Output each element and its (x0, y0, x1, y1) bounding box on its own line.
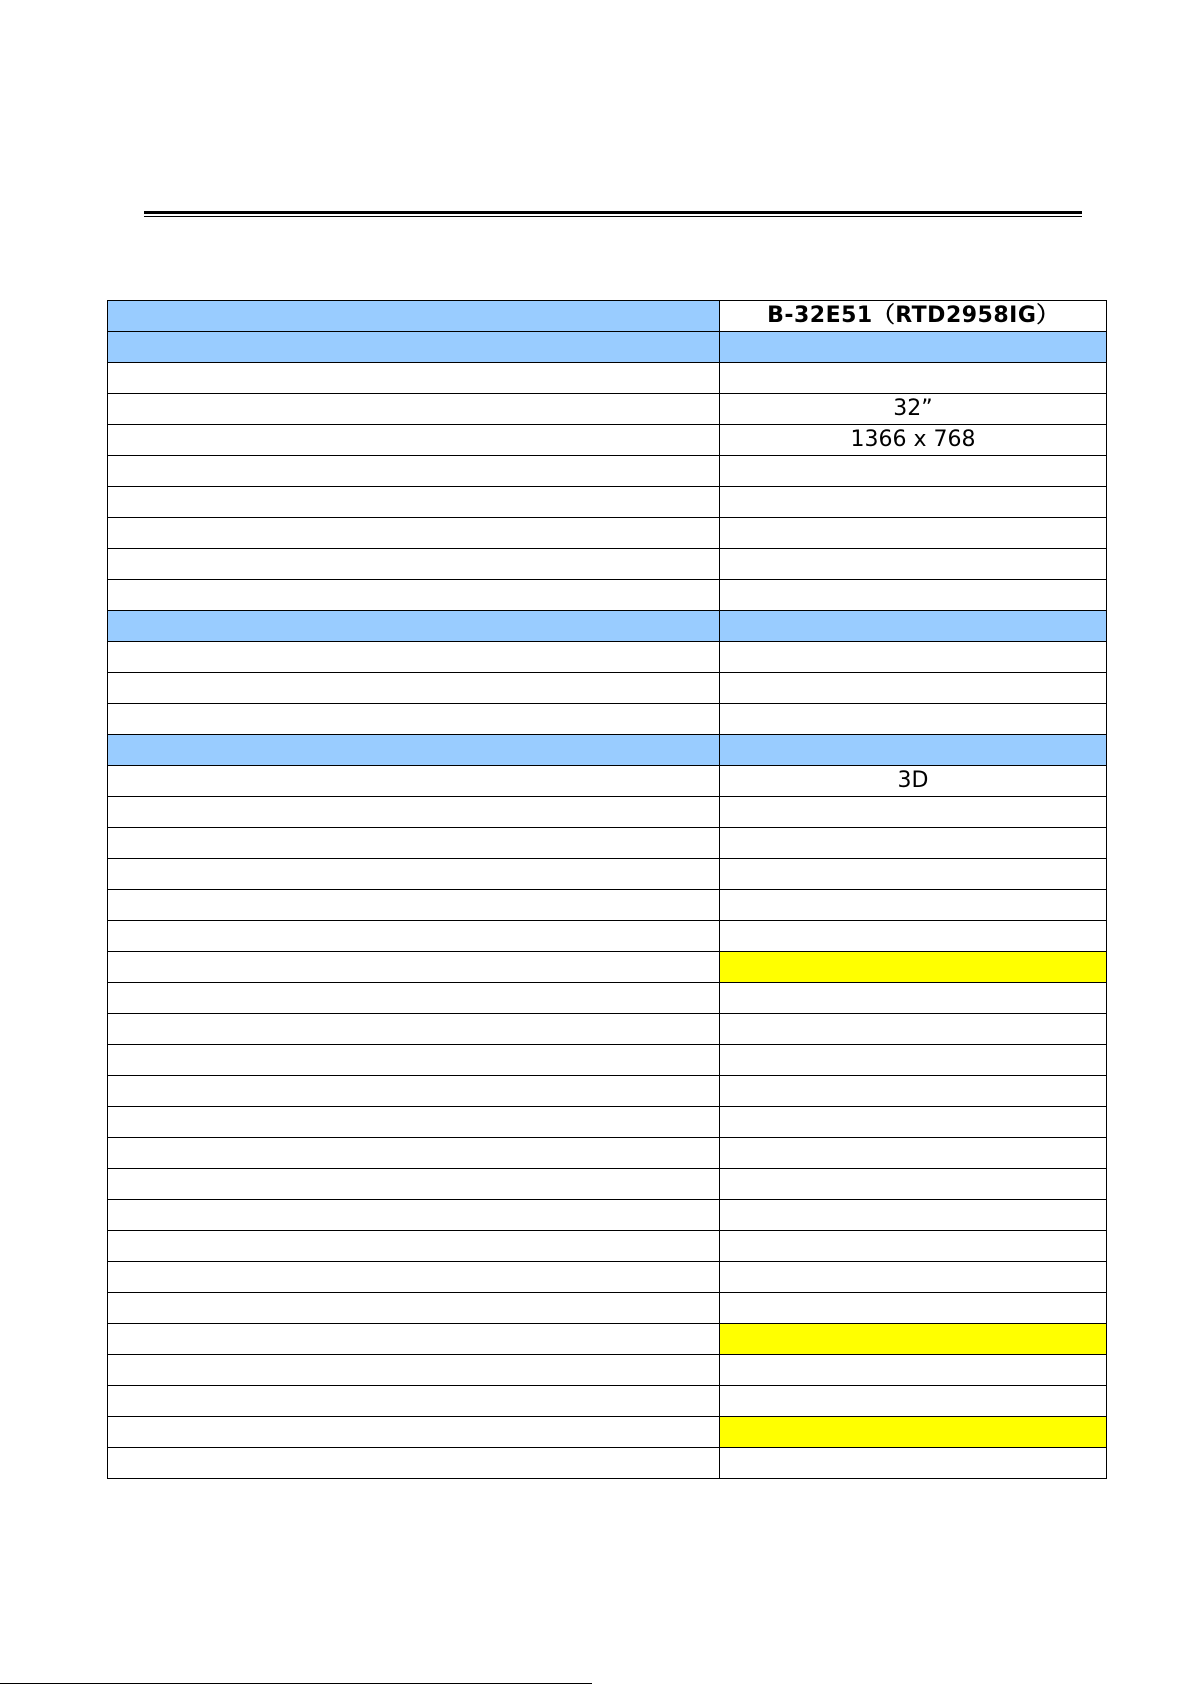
spec-value (720, 859, 1107, 890)
spec-label (108, 301, 720, 332)
highlighted-value (720, 1417, 1107, 1448)
table-row (108, 1324, 1107, 1355)
table-row (108, 1262, 1107, 1293)
spec-label (108, 828, 720, 859)
table-row (108, 1045, 1107, 1076)
footer-rule (0, 1683, 592, 1684)
table-row (108, 456, 1107, 487)
spec-label (108, 487, 720, 518)
table-row (108, 1386, 1107, 1417)
highlighted-value (720, 952, 1107, 983)
table-row (108, 549, 1107, 580)
table-row (108, 704, 1107, 735)
3d-value: 3D (720, 766, 1107, 797)
spec-label (108, 704, 720, 735)
spec-label (108, 1138, 720, 1169)
spec-value (720, 487, 1107, 518)
spec-table (107, 300, 1107, 1479)
table-row (108, 921, 1107, 952)
section-row (108, 735, 1107, 766)
spec-value (720, 1355, 1107, 1386)
table-row (108, 1076, 1107, 1107)
spec-label (108, 580, 720, 611)
spec-value (720, 1107, 1107, 1138)
spec-value (720, 1076, 1107, 1107)
spec-value (720, 828, 1107, 859)
spec-label (108, 332, 720, 363)
spec-label (108, 611, 720, 642)
spec-label (108, 952, 720, 983)
spec-label (108, 983, 720, 1014)
table-row (108, 983, 1107, 1014)
spec-label (108, 1231, 720, 1262)
spec-label (108, 1014, 720, 1045)
spec-label (108, 766, 720, 797)
table-row (108, 1107, 1107, 1138)
spec-label (108, 549, 720, 580)
spec-value (720, 332, 1107, 363)
table-header-row (108, 301, 1107, 332)
table-row (108, 518, 1107, 549)
table-row (108, 642, 1107, 673)
spec-value (720, 1386, 1107, 1417)
table-row (108, 797, 1107, 828)
table-row (108, 1355, 1107, 1386)
spec-value (720, 673, 1107, 704)
table-row (108, 828, 1107, 859)
table-row (108, 425, 1107, 456)
spec-label (108, 1448, 720, 1479)
table-row (108, 1200, 1107, 1231)
spec-value (720, 890, 1107, 921)
table-row (108, 673, 1107, 704)
spec-value (720, 983, 1107, 1014)
spec-label (108, 673, 720, 704)
spec-value (720, 1231, 1107, 1262)
spec-label (108, 797, 720, 828)
table-row (108, 363, 1107, 394)
spec-value (720, 611, 1107, 642)
spec-label (108, 1045, 720, 1076)
spec-value (720, 1200, 1107, 1231)
table-row (108, 580, 1107, 611)
resolution-value: 1366 x 768 (720, 425, 1107, 456)
spec-value (720, 704, 1107, 735)
title-double-rule (144, 211, 1082, 217)
model-name: B-32E51（RTD2958IG） (720, 301, 1107, 332)
table-row (108, 859, 1107, 890)
spec-label (108, 425, 720, 456)
table-row (108, 1448, 1107, 1479)
spec-label (108, 1355, 720, 1386)
spec-label (108, 518, 720, 549)
spec-value (720, 1293, 1107, 1324)
spec-value (720, 1169, 1107, 1200)
spec-label (108, 363, 720, 394)
spec-label (108, 456, 720, 487)
spec-value (720, 921, 1107, 952)
spec-label (108, 921, 720, 952)
table-row (108, 1231, 1107, 1262)
spec-value (720, 1262, 1107, 1293)
spec-label (108, 1386, 720, 1417)
table-row (108, 394, 1107, 425)
screen-size-value: 32” (720, 394, 1107, 425)
section-row (108, 611, 1107, 642)
table-row (108, 1293, 1107, 1324)
spec-label (108, 1293, 720, 1324)
spec-label (108, 1262, 720, 1293)
spec-label (108, 859, 720, 890)
spec-label (108, 1324, 720, 1355)
spec-label (108, 1417, 720, 1448)
spec-value (720, 1448, 1107, 1479)
highlighted-value (720, 1324, 1107, 1355)
spec-value (720, 456, 1107, 487)
table-row (108, 1417, 1107, 1448)
spec-value (720, 1014, 1107, 1045)
table-row (108, 1138, 1107, 1169)
spec-value (720, 735, 1107, 766)
table-row (108, 1014, 1107, 1045)
spec-value (720, 363, 1107, 394)
spec-value (720, 797, 1107, 828)
spec-label (108, 394, 720, 425)
spec-label (108, 1200, 720, 1231)
table-row (108, 487, 1107, 518)
table-row (108, 1169, 1107, 1200)
spec-value (720, 549, 1107, 580)
spec-label (108, 1107, 720, 1138)
spec-value (720, 1045, 1107, 1076)
spec-label (108, 1076, 720, 1107)
spec-label (108, 1169, 720, 1200)
table-row (108, 952, 1107, 983)
spec-label (108, 890, 720, 921)
spec-label (108, 642, 720, 673)
spec-value (720, 580, 1107, 611)
spec-value (720, 518, 1107, 549)
section-row (108, 332, 1107, 363)
table-row (108, 766, 1107, 797)
spec-label (108, 735, 720, 766)
spec-value (720, 1138, 1107, 1169)
table-row (108, 890, 1107, 921)
spec-value (720, 642, 1107, 673)
